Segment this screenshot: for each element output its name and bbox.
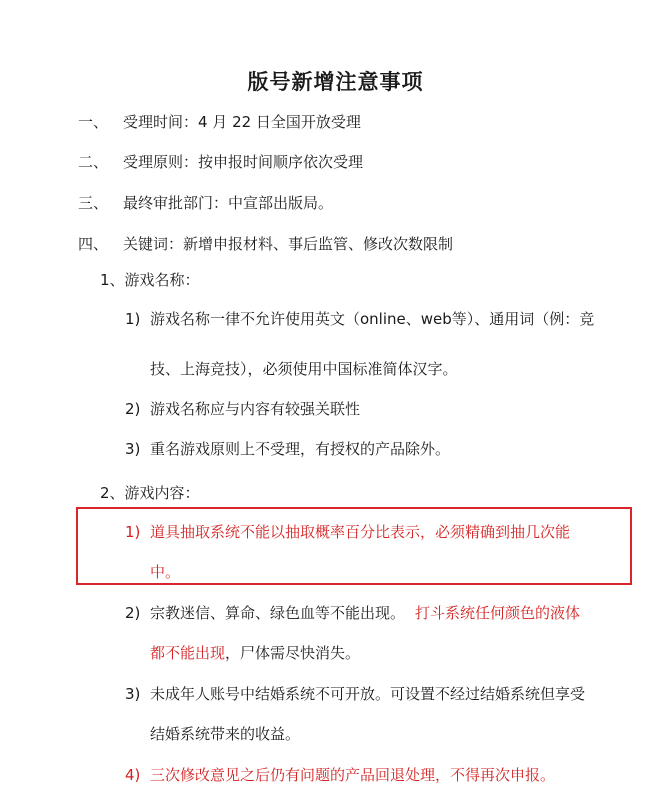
section-text: 关键词：新增申报材料、事后监管、修改次数限制 — [123, 235, 454, 253]
item-text-line1: 重名游戏原则上不受理，有授权的产品除外。 — [150, 440, 451, 458]
section-text: 最终审批部门：中宣部出版局。 — [123, 194, 334, 212]
item-number: 2) — [125, 400, 141, 418]
subsection-heading: 2、游戏内容： — [100, 484, 200, 502]
item-text-black: 宗教迷信、算命、绿色血等不能出现。 — [150, 604, 406, 622]
item-text-line1: 游戏名称一律不允许使用英文（online、web等）、通用词（例：竞 — [150, 310, 595, 328]
document-title: 版号新增注意事项 — [247, 70, 424, 94]
item-number: 2) — [125, 604, 141, 622]
item-text-line1: 道具抽取系统不能以抽取概率百分比表示，必须精确到抽几次能 — [150, 523, 571, 541]
item-number: 3) — [125, 440, 141, 458]
item-text-line2: 中。 — [150, 563, 181, 581]
item-text-line1: 未成年人账号中结婚系统不可开放。可设置不经过结婚系统但享受 — [150, 685, 586, 703]
item-text-black: ，尸体需尽快消失。 — [225, 644, 361, 662]
section-number: 一、 — [78, 113, 109, 131]
item-text-line1: 游戏名称应与内容有较强关联性 — [150, 400, 361, 418]
item-text-line1 — [150, 603, 580, 623]
item-number: 1) — [125, 310, 141, 328]
item-text-red: 打斗系统任何颜色的液体 — [415, 604, 581, 622]
section-number: 三、 — [78, 194, 109, 212]
section-text: 受理时间：4 月 22 日全国开放受理 — [123, 113, 361, 131]
item-number: 4) — [125, 766, 141, 784]
item-number: 1) — [125, 523, 141, 541]
item-number: 3) — [125, 685, 141, 703]
section-text: 受理原则：按申报时间顺序依次受理 — [123, 153, 364, 171]
subsection-heading: 1、游戏名称： — [100, 271, 200, 289]
section-number: 四、 — [78, 235, 109, 253]
item-text-line2 — [150, 643, 360, 663]
item-text-line1: 三次修改意见之后仍有问题的产品回退处理，不得再次申报。 — [150, 766, 556, 784]
item-text-red: 都不能出现 — [150, 644, 226, 662]
item-text-line2: 结婚系统带来的收益。 — [150, 725, 301, 743]
item-text-line2: 技、上海竞技），必须使用中国标准简体汉字。 — [150, 360, 458, 378]
section-number: 二、 — [78, 153, 109, 171]
